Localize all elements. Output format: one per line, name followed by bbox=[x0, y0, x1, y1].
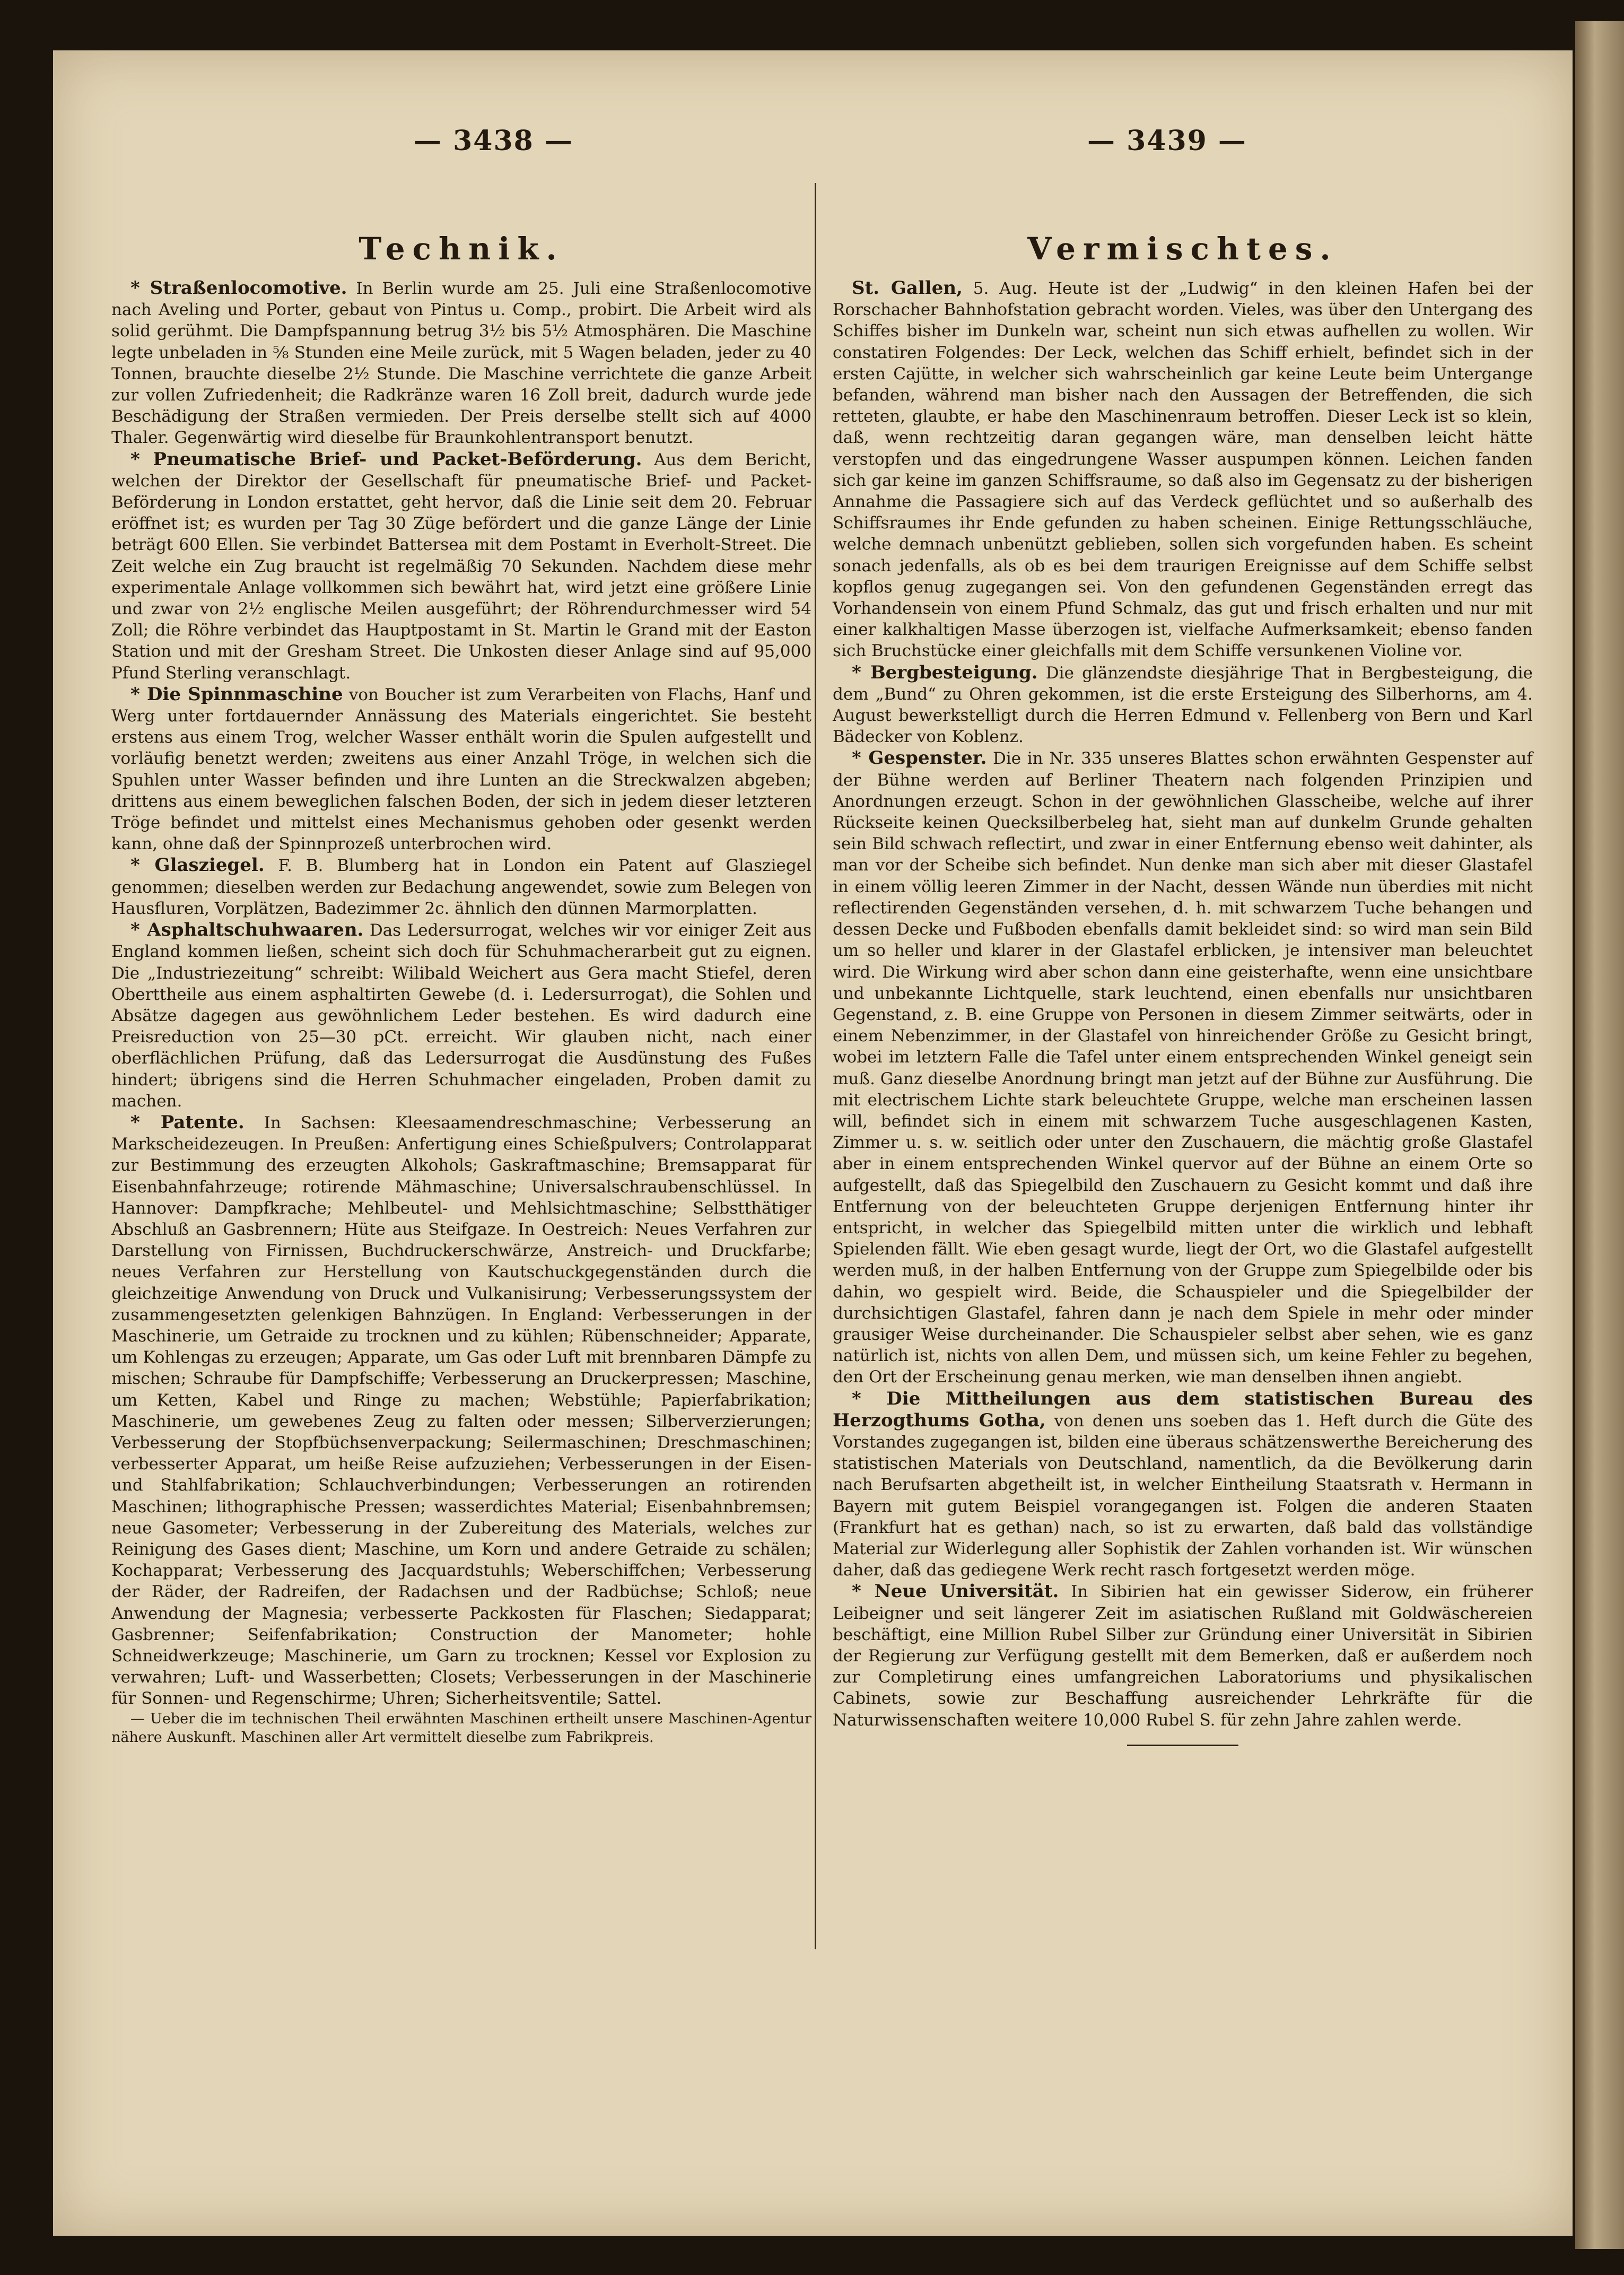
section-title-technik: Technik. bbox=[359, 231, 564, 267]
article-heading: * Asphaltschuhwaaren. bbox=[130, 919, 364, 941]
article-body: F. B. Blumberg hat in London ein Patent auf Glasziegel genommen; dieselben werden zur Bedachung angewendet, sowie zum Belegen von Hausfluren, Vorplätzen, Badezimmer 2c. ähnlich den dünnen Marmorplatten. bbox=[111, 856, 811, 918]
article-strassenlocomotive bbox=[111, 277, 811, 449]
end-rule bbox=[1127, 1745, 1238, 1746]
article-body: Aus dem Bericht, welchen der Direktor der Gesellschaft für pneumatische Brief- und Packet-Beförderung in London erstattet, geht hervor, daß die Linie seit dem 20. Februar eröffnet ist; es wurden per Tag 30 Züge befördert und die ganze Länge der Linie beträgt 600 Ellen. Sie verbindet Battersea mit dem Postamt in Everholt-Street. Die Zeit welche ein Zug braucht ist regelmäßig 70 Sekunden. Nachdem diese mehr experimentale Anlage vollkommen sich bewährt hat, wird jetzt eine größere Linie und zwar von 2½ englische Meilen ausgeführt; der Röhrendurchmesser wird 54 Zoll; die Röhre verbindet das Hauptpostamt in St. Martin le Grand mit der Easton Station und mit der Gresham Street. Die Unkosten dieser Anlage sind auf 95,000 Pfund Sterling veranschlagt. bbox=[111, 450, 811, 683]
article-spinnmaschine bbox=[111, 684, 811, 855]
article-gespenster bbox=[833, 747, 1533, 1388]
article-heading: * Bergbesteigung. bbox=[852, 661, 1038, 683]
article-heading: St. Gallen, bbox=[852, 277, 963, 299]
section-title-vermischtes: Vermischtes. bbox=[1027, 231, 1338, 267]
article-neue-universitaet bbox=[833, 1581, 1533, 1730]
page-number-left: — 3438 — bbox=[414, 125, 573, 157]
adjacent-page-edge bbox=[1575, 21, 1624, 2249]
article-body: In Berlin wurde am 25. Juli eine Straßenlocomotive nach Aveling und Porter, gebaut von Pintus u. Comp., probirt. Die Arbeit wird als solid gerühmt. Die Dampfspannung betrug 3½ bis 5½ Atmosphären. Die Maschine legte unbeladen in ⅝ Stunden eine Meile zurück, mit 5 Wagen beladen, jeder zu 40 Tonnen, brauchte dieselbe 2½ Stunde. Die Maschine verrichtete die ganze Arbeit zur vollen Zufriedenheit; die Radkränze waren 16 Zoll breit, dadurch wurde jede Beschädigung der Straßen vermieden. Der Preis derselbe stellt sich auf 4000 Thaler. Gegenwärtig wird dieselbe für Braunkohlentransport benutzt. bbox=[111, 279, 811, 448]
article-heading: * Straßenlocomotive. bbox=[130, 277, 347, 299]
article-heading: * Patente. bbox=[130, 1111, 245, 1133]
column-technik bbox=[111, 172, 811, 1747]
article-pneumatische-befoerderung bbox=[111, 449, 811, 684]
article-st-gallen bbox=[833, 277, 1533, 662]
page-number-right: — 3439 — bbox=[1087, 125, 1247, 157]
article-body: 5. Aug. Heute ist der „Ludwig“ in den kleinen Hafen bei der Rorschacher Bahnhofstation gebracht worden. Vieles, was über den Untergang des Schiffes bisher im Dunkeln war, scheint nun sich etwas aufhellen zu wollen. Wir constatiren Folgendes: Der Leck, welchen das Schiff erhielt, befindet sich in der ersten Cajütte, in welcher sich wahrscheinlich gar keine Leute beim Untergange befanden, während man bisher nach den Aussagen der Betreffenden, die sich retteten, glaubte, er habe den Maschinenraum betroffen. Dieser Leck ist so klein, daß, wenn rechtzeitig daran gegangen wäre, man denselben leicht hätte verstopfen und das eingedrungene Wasser auspumpen können. Leichen fanden sich gar keine im ganzen Schiffsraume, so daß also im Gegensatz zu der bisherigen Annahme die Passagiere sich auf das Verdeck geflüchtet und so außerhalb des Schiffsraumes ihr Ende gefunden zu haben scheinen. Einige Rettungsschläuche, welche demnach unbenützt geblieben, sollen sich vorgefunden haben. Es scheint sonach jedenfalls, als ob es bei dem traurigen Ereignisse auf dem Schiffe selbst kopflos genug zugegangen sei. Von den gefundenen Gegenständen erregt das Vorhandensein von einem Pfund Schmalz, das gut und frisch erhalten und nur mit einer kalkhaltigen Masse überzogen ist, vielfache Aufmerksamkeit; ebenso fanden sich Bruchstücke einer gleichfalls mit dem Schiffe versunkenen Violine vor. bbox=[833, 279, 1533, 661]
article-heading: * Glasziegel. bbox=[130, 855, 265, 876]
article-statistisches-bureau bbox=[833, 1388, 1533, 1581]
article-bergbesteigung bbox=[833, 662, 1533, 748]
article-heading: * Die Spinnmaschine bbox=[130, 683, 343, 705]
article-heading: * Neue Universität. bbox=[852, 1581, 1059, 1602]
article-glasziegel bbox=[111, 855, 811, 919]
article-body: Das Ledersurrogat, welches wir vor einiger Zeit aus England kommen ließen, scheint sich doch für Schuhmacherarbeit gut zu eignen. Die „Industriezeitung“ schreibt: Wilibald Weichert aus Gera macht Stiefel, deren Oberttheile aus einem asphaltirten Gewebe (d. i. Ledersurrogat), die Sohlen und Absätze dagegen aus gewöhnlichem Leder bestehen. Es wird dadurch eine Preisreduction von 25—30 pCt. erreicht. Wir glauben nicht, nach einer oberflächlichen Prüfung, daß das Ledersurrogat die Ausdünstung des Fußes hindert; übrigens sind die Herren Schuhmacher eingeladen, Proben damit zu machen. bbox=[111, 921, 811, 1111]
article-patente bbox=[111, 1112, 811, 1710]
article-body: Die glänzendste diesjährige That in Bergbesteigung, die dem „Bund“ zu Ohren gekommen, ist die erste Ersteigung des Silberhorns, am 4. August bewerkstelligt durch die Herren Edmund v. Fellenberg von Bern und Karl Bädecker von Koblenz. bbox=[833, 663, 1533, 747]
article-body: von denen uns soeben das 1. Heft durch die Güte des Vorstandes zugegangen ist, bilden eine überaus schätzenswerthe Bereicherung des statistischen Materials von Deutschland, namentlich, da die Bevölkerung darin nach Berufsarten abgetheilt ist, in welcher Eintheilung Staatsrath v. Hermann in Bayern mit gutem Beispiel vorangegangen ist. Folgen die anderen Staaten (Frankfurt hat es gethan) nach, so ist zu erwarten, daß bald das vollständige Material zur Widerlegung aller Sophistik der Zahlen vorhanden ist. Wir wünschen daher, daß das gediegene Werk recht rasch fortgesetzt werden möge. bbox=[833, 1411, 1533, 1580]
column-divider bbox=[815, 183, 816, 1949]
article-heading: * Die Mittheilungen aus dem statistischen Bureau des Herzogthums Gotha, bbox=[833, 1388, 1533, 1431]
article-heading: * Pneumatische Brief- und Packet-Beförderung. bbox=[130, 448, 642, 470]
article-body: In Sachsen: Kleesaamendreschmaschine; Verbesserung an Markscheidezeugen. In Preußen: Anfertigung eines Schießpulvers; Controlapparat zur Bestimmung des erzeugten Alkohols; Gaskraftmaschine; Bremsapparat für Eisenbahnfahrzeuge; rotirende Mähmaschine; Universalschraubenschlüssel. In Hannover: Dampfkrache; Mehlbeutel- und Mehlsichtmaschine; Selbstthätiger Abschluß an Gasbrennern; Hüte aus Steifgaze. In Oestreich: Neues Verfahren zur Darstellung von Firnissen, Buchdruckerschwärze, Anstreich- und Druckfarbe; neues Verfahren zur Herstellung von Kautschuckgegenständen durch die gleichzeitige Anwendung von Druck und Vulkanisirung; Verbesserungssystem der zusammengesetzten gelenkigen Bahnzügen. In England: Verbesserungen in der Maschinerie, um Getraide zu trocknen und zu kühlen; Rübenschneider; Apparate, um Kohlengas zu erzeugen; Apparate, um Gas oder Luft mit brennbaren Dämpfe zu mischen; Schraube für Dampfschiffe; Verbesserung an Druckerpressen; Maschine, um Ketten, Kabel und Ringe zu machen; Webstühle; Papierfabrikation; Maschinerie, um gewebenes Zeug zu falten oder messen; Silberverzierungen; Verbesserung der Stopfbüchsenverpackung; Seilermaschinen; Dreschmaschinen; verbesserter Apparat, um heiße Reise aufzuziehen; Verbesserungen in der Eisen- und Stahlfabrikation; Schlauchverbindungen; Verbesserungen an rotirenden Maschinen; lithographische Pressen; wasserdichtes Material; Eisenbahnbremsen; neue Gasometer; Verbesserung in der Zubereitung des Materials, welches zur Reinigung des Gases dient; Maschine, um Korn und andere Getraide zu schälen; Kochapparat; Verbesserung des Jacquardstuhls; Weberschiffchen; Verbesserung der Räder, der Radreifen, der Radachsen und der Radbüchse; Schloß; neue Anwendung der Magnesia; verbesserte Packkosten für Flaschen; Siedapparat; Gasbrenner; Seifenfabrikation; Construction der Manometer; hohle Schneidwerkzeuge; Maschinerie, um Garn zu trocknen; Kessel vor Explosion zu verwahren; Luft- und Wasserbetten; Closets; Verbesserungen in der Maschinerie für Sonnen- und Regenschirme; Uhren; Sicherheitsventile; Sattel. bbox=[111, 1113, 811, 1709]
agency-note: — Ueber die im technischen Theil erwähnten Maschinen ertheilt unsere Maschinen-Agentur nähere Auskunft. Maschinen aller Art vermittelt dieselbe zum Fabrikpreis. bbox=[111, 1710, 811, 1746]
article-heading: * Gespenster. bbox=[852, 747, 987, 769]
article-body: In Sibirien hat ein gewisser Siderow, ein früherer Leibeigner und seit längerer Zeit im asiatischen Rußland mit Goldwäschereien beschäftigt, eine Million Rubel Silber zur Gründung einer Universität in Sibirien der Regierung zur Verfügung gestellt mit dem Bemerken, daß er außerdem noch zur Completirung eines umfangreichen Laboratoriums und physikalischen Cabinets, sowie zur Beschaffung ausreichender Lehrkräfte für die Naturwissenschaften weitere 10,000 Rubel S. für zehn Jahre zahlen werde. bbox=[833, 1582, 1533, 1730]
newspaper-page bbox=[53, 50, 1573, 2236]
column-vermischtes bbox=[833, 172, 1533, 1746]
article-asphaltschuhwaaren bbox=[111, 919, 811, 1112]
article-body: von Boucher ist zum Verarbeiten von Flachs, Hanf und Werg unter fortdauernder Annässung des Materials eingerichtet. Sie besteht erstens aus einem Trog, welcher Wasser enthält worin die Spulen aufgestellt und vorläufig benetzt werden; zweitens aus einer Anzahl Tröge, in welchen sich die Spuhlen unter Wasser befinden und ihre Lunten an die Streckwalzen abgeben; drittens aus einem beweglichen falschen Boden, der sich in jedem dieser letzteren Tröge befindet und mittelst eines Mechanismus gehoben oder gesenkt werden kann, ohne daß der Spinnprozeß unterbrochen wird. bbox=[111, 685, 811, 854]
article-body: Die in Nr. 335 unseres Blattes schon erwähnten Gespenster auf der Bühne werden auf Berliner Theatern nach folgenden Prinzipien und Anordnungen erzeugt. Schon in der gewöhnlichen Glasscheibe, welche auf ihrer Rückseite keinen Quecksilberbeleg hat, sieht man auf dunkelm Grunde gehalten sein Bild schwach reflectirt, und zwar in einer Entfernung ebenso weit dahinter, als man vor der Scheibe sich befindet. Nun denke man sich aber mit dieser Glastafel in einem völlig leeren Zimmer in der Nacht, dessen Wände nun überdies mit nicht reflectirenden Gegenständen versehen, d. h. mit schwarzem Tuche behangen und dessen Decke und Fußboden ebenfalls damit bekleidet sind: so wird man sein Bild um so heller und klarer in der Glastafel erblicken, je intensiver man beleuchtet wird. Die Wirkung wird aber schon dann eine geisterhafte, wenn eine unsichtbare und unbekannte Lichtquelle, stark leuchtend, einen ebenfalls nur unsichtbaren Gegenstand, z. B. eine Gruppe von Personen in diesem Zimmer seitwärts, oder in einem Nebenzimmer, in der Glastafel von hinreichender Größe zu Gesicht bringt, wobei im letztern Falle die Tafel unter einem entsprechenden Winkel geneigt sein muß. Ganz dieselbe Anordnung bringt man jetzt auf der Bühne zur Ausführung. Die mit electrischem Lichte stark beleuchtete Gruppe, welche man erscheinen lassen will, befindet sich in einem mit schwarzem Tuche ausgeschlagenen Kasten, Zimmer u. s. w. seitlich oder unter den Zuschauern, die mächtig große Glastafel aber in einem entsprechenden Winkel quervor auf der Bühne an einem Orte so aufgestellt, daß das Spiegelbild den Zuschauern zu Gesicht kommt und daß ihre Entfernung von der beleuchteten Gruppe derjenigen Entfernung hinter ihr entspricht, in welcher das Spiegelbild mitten unter die wirklich und lebhaft Spielenden fällt. Wie eben gesagt wurde, liegt der Ort, wo die Glastafel aufgestellt werden muß, in der halben Entfernung von der Gruppe zum Spiegelbilde oder bis dahin, wo gespielt wird. Beide, die Schauspieler und die Spiegelbilder der durchsichtigen Glastafel, fahren dann je nach dem Spiele in mehr oder minder grausiger Weise durcheinander. Die Schauspieler selbst aber sehen, wie es ganz natürlich ist, nichts von allen Dem, und müssen sich, um keine Fehler zu begehen, den Ort der Erscheinung genau merken, wie man denselben ihnen angiebt. bbox=[833, 749, 1533, 1387]
